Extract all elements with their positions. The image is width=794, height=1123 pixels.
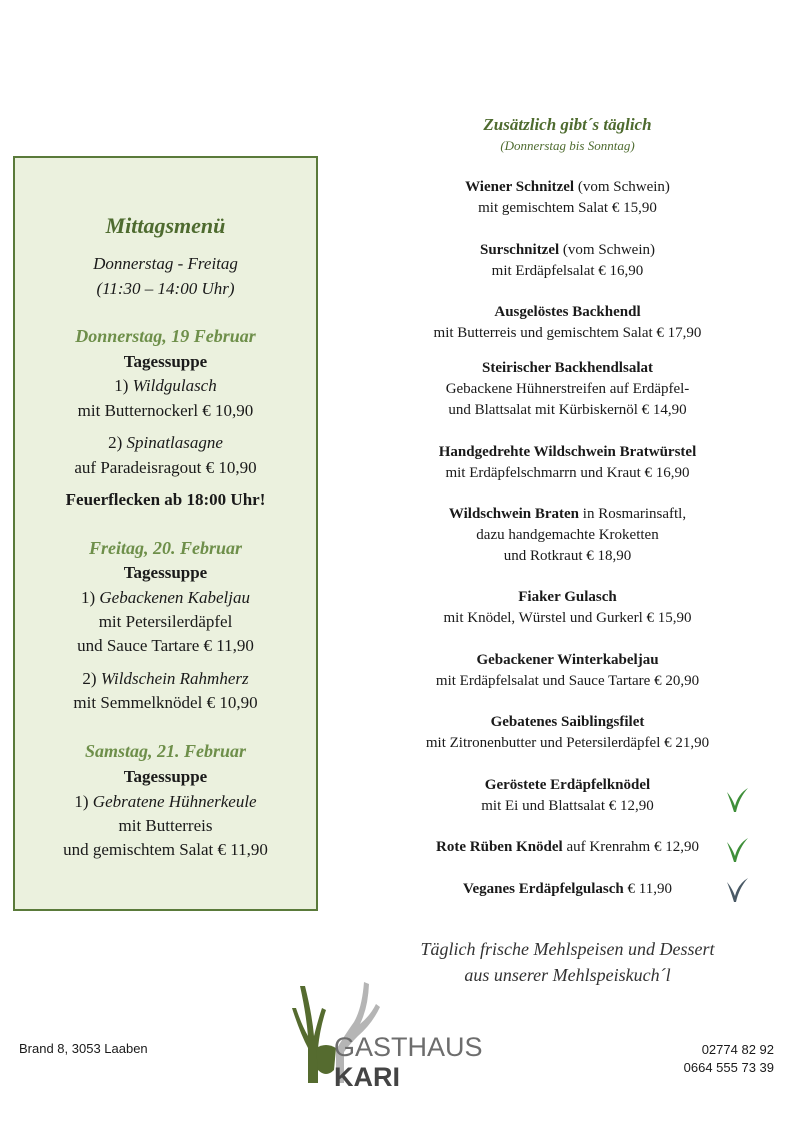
daily-item: Veganes Erdäpfelgulasch € 11,90 (463, 881, 672, 897)
daily-item: Gebackener Winterkabeljau mit Erdäpfelsalat und Sauce Tartare € 20,90 (435, 652, 700, 689)
vegan-leaf-icon (724, 874, 750, 904)
day1-option2: 2) Spinatlasagne (108, 433, 223, 452)
day2-option1: 1) Gebackenen Kabeljau (80, 588, 250, 607)
lunch-menu-box (13, 156, 318, 911)
lunch-title: Mittagsmenü (105, 213, 226, 238)
gasthaus-logo (278, 978, 498, 1093)
phone-mobile: 0664 555 73 39 (683, 1060, 774, 1075)
logo-line2: KARI (334, 1062, 400, 1092)
day2-option1-side2: und Sauce Tartare € 11,90 (77, 636, 254, 655)
daily-item: Gebatenes Saiblingsfilet mit Zitronenbutter und Petersilerdäpfel € 21,90 (425, 714, 710, 751)
daily-item: Rote Rüben Knödel auf Krenrahm € 12,90 (436, 839, 699, 855)
day2-option2-side: mit Semmelknödel € 10,90 (73, 693, 258, 712)
address: Brand 8, 3053 Laaben (19, 1041, 148, 1056)
daily-item: Steirischer Backhendlsalat Gebackene Hühnerstreifen auf Erdäpfel- und Blattsalat mit Kürbiskernöl € 14,90 (445, 360, 690, 418)
day2-soup: Tagessuppe (123, 563, 208, 582)
day1-soup: Tagessuppe (123, 352, 208, 371)
phone-landline: 02774 82 92 (701, 1042, 774, 1057)
phone-numbers (684, 1041, 774, 1077)
vegetarian-leaf-icon (724, 834, 750, 864)
daily-item: Fiaker Gulasch mit Knödel, Würstel und Gurkerl € 15,90 (443, 589, 692, 626)
day3-option1: 1) Gebratene Hühnerkeule (74, 792, 257, 811)
daily-item: Ausgelöstes Backhendl mit Butterreis und gemischtem Salat € 17,90 (433, 304, 702, 341)
day1-heading: Donnerstag, 19 Februar (75, 326, 256, 346)
daily-item: Wiener Schnitzel (vom Schwein) mit gemischtem Salat € 15,90 (465, 179, 670, 216)
day3-option1-side1: mit Butterreis (118, 816, 213, 835)
day1-option1: 1) Wildgulasch (114, 376, 217, 395)
day2-heading: Freitag, 20. Februar (88, 538, 243, 558)
daily-item: Handgedrehte Wildschwein Bratwürstel mit Erdäpfelschmarrn und Kraut € 16,90 (438, 444, 697, 481)
lunch-days: Donnerstag - Freitag (93, 254, 238, 273)
vegetarian-leaf-icon (724, 784, 750, 814)
day1-option1-side: mit Butternockerl € 10,90 (77, 401, 254, 420)
day1-option2-side: auf Paradeisragout € 10,90 (74, 458, 257, 477)
closing-note: Täglich frische Mehlspeisen und Dessert aus unserer Mehlspeiskuch´l (420, 939, 715, 985)
day3-soup: Tagessuppe (123, 767, 208, 786)
lunch-time: (11:30 – 14:00 Uhr) (96, 279, 235, 298)
day3-heading: Samstag, 21. Februar (84, 741, 247, 761)
day2-option1-side1: mit Petersilerdäpfel (98, 612, 233, 631)
day1-special: Feuerflecken ab 18:00 Uhr! (65, 490, 266, 509)
day3-option1-side2: und gemischtem Salat € 11,90 (63, 840, 268, 859)
daily-subtitle: (Donnerstag bis Sonntag) (500, 138, 635, 153)
daily-title: Zusätzlich gibt´s täglich (483, 115, 652, 134)
daily-item: Geröstete Erdäpfelknödel mit Ei und Blattsalat € 12,90 (481, 777, 654, 814)
daily-item: Wildschwein Braten in Rosmarinsaftl, dazu handgemachte Kroketten und Rotkraut € 18,90 (448, 506, 687, 564)
logo-line1: GASTHAUS (334, 1032, 483, 1062)
day2-option2: 2) Wildschein Rahmherz (82, 669, 249, 688)
daily-item: Surschnitzel (vom Schwein) mit Erdäpfelsalat € 16,90 (480, 242, 655, 279)
